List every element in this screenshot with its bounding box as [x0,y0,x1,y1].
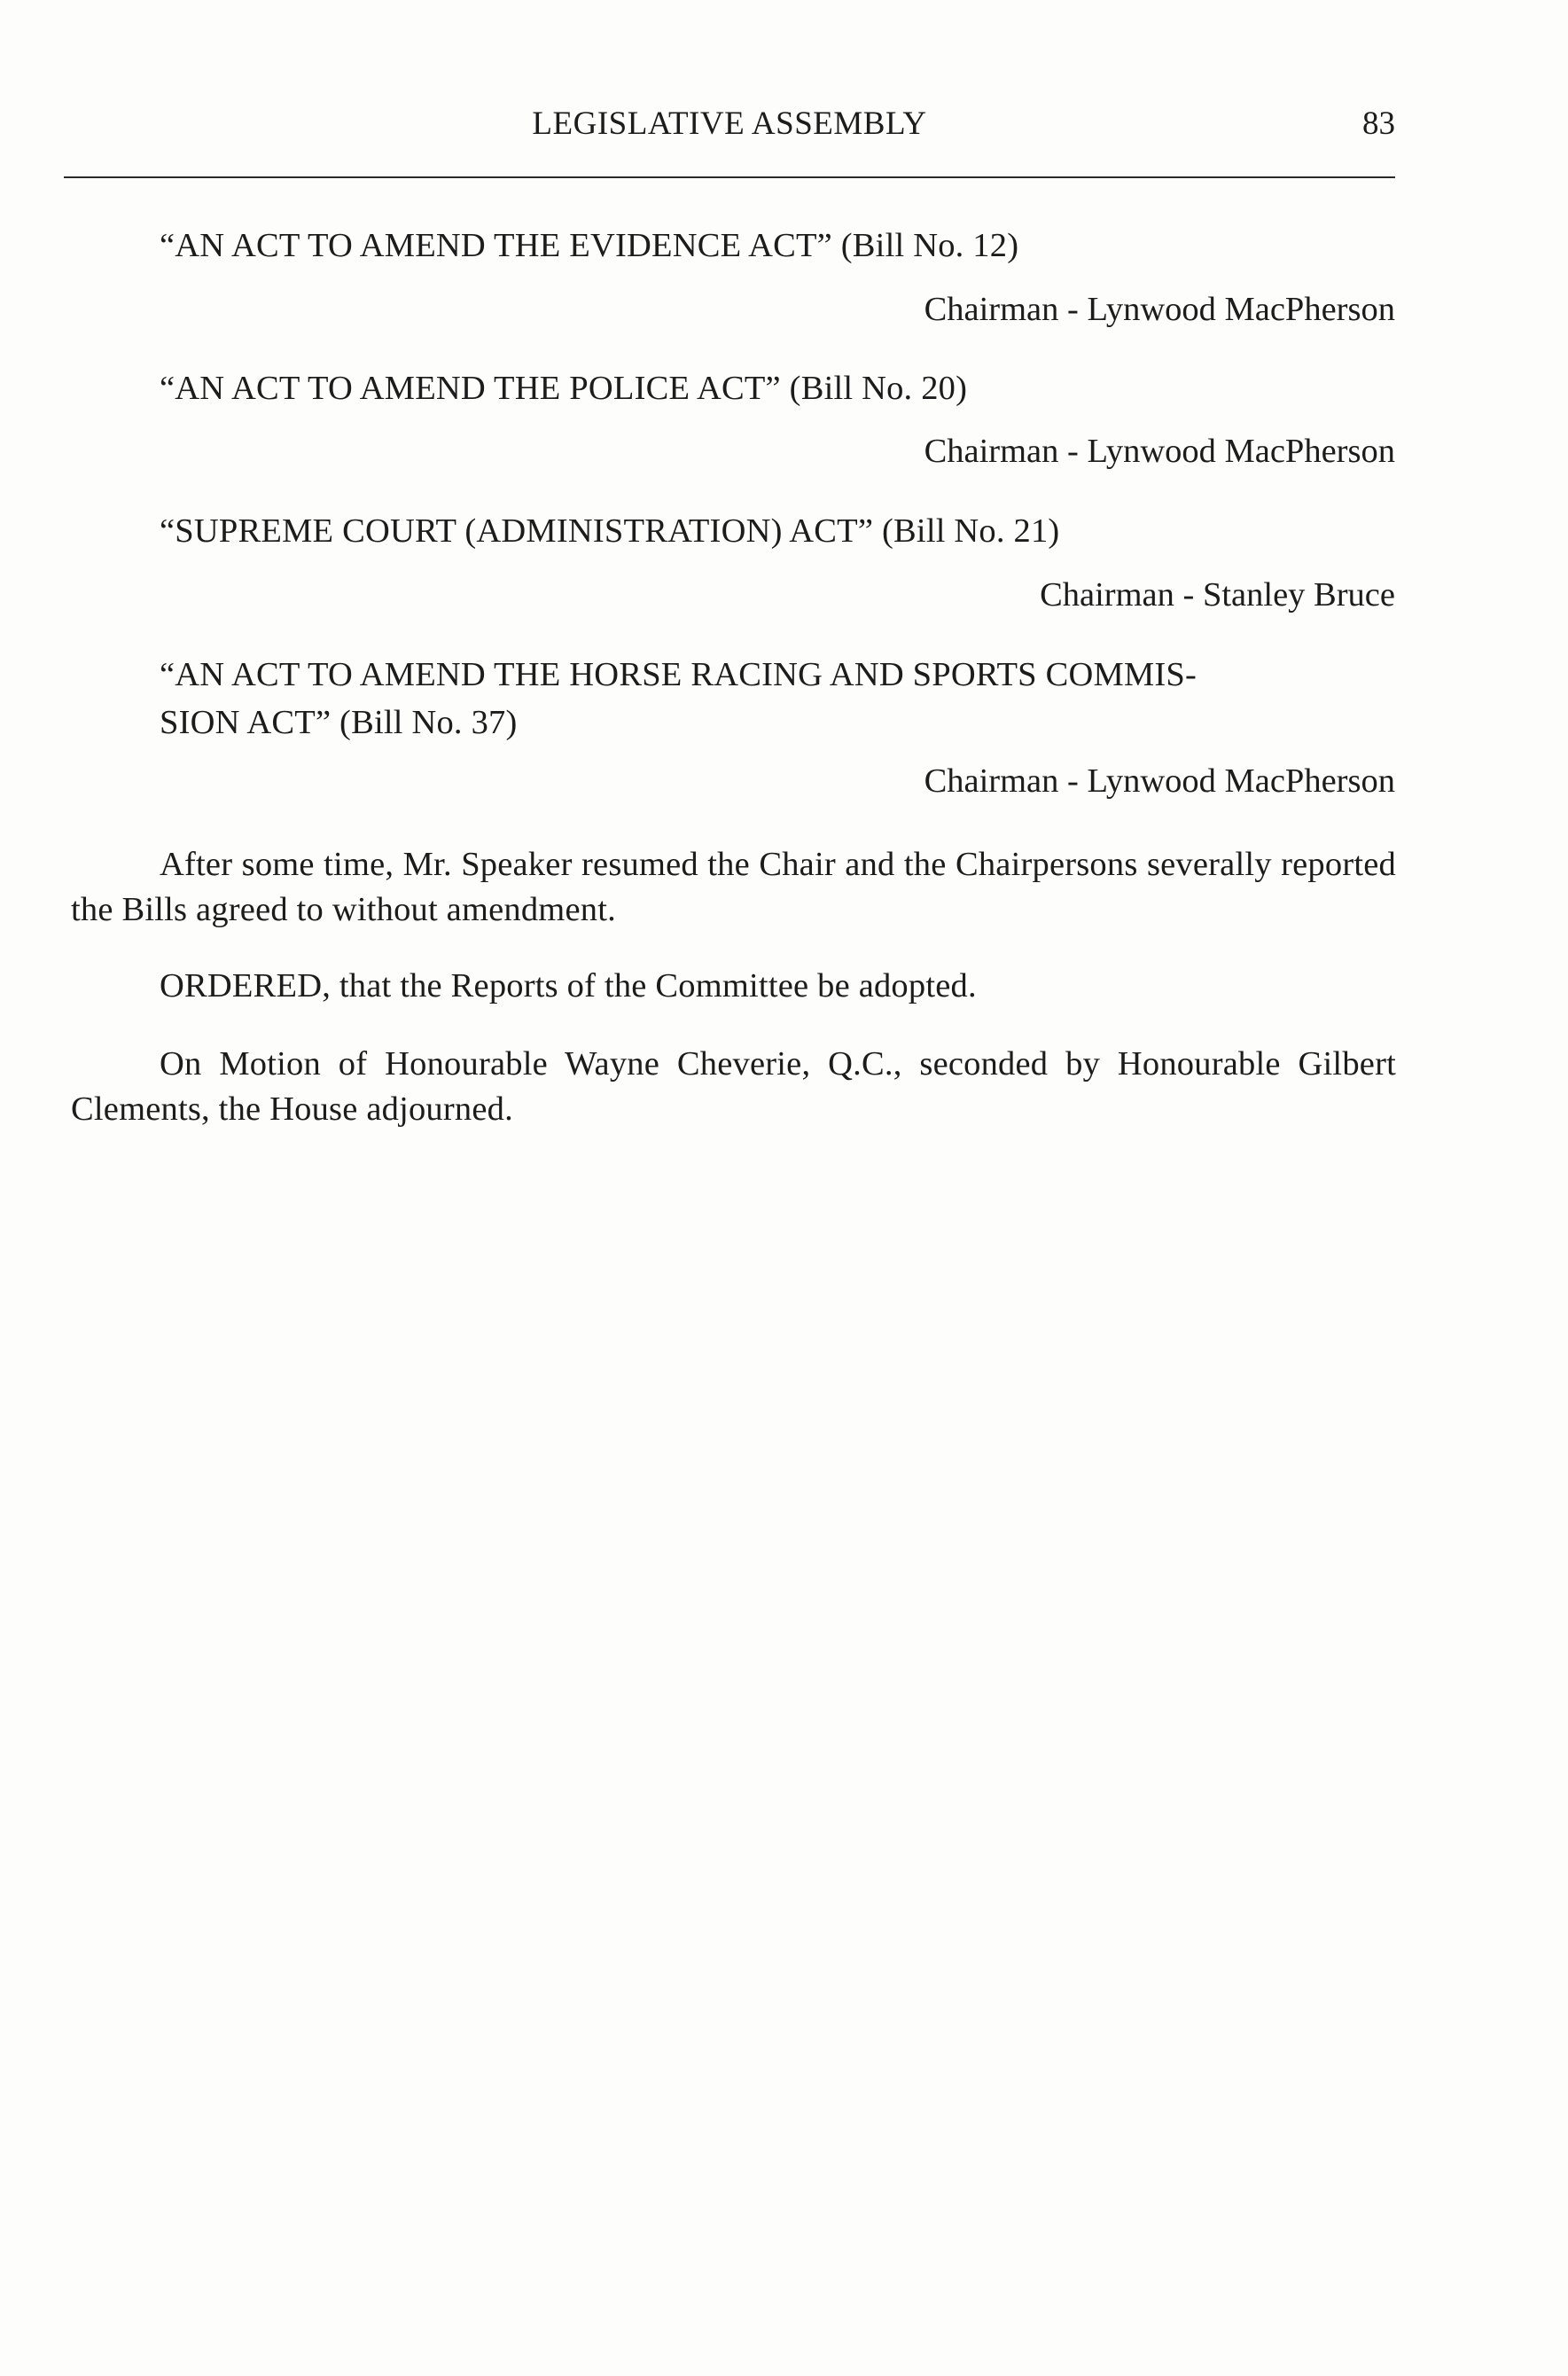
bill-chairman-supreme-court-act: Chairman - Stanley Bruce [1040,576,1395,614]
page-number: 83 [1362,106,1395,142]
running-head [64,105,1395,149]
bill-title-line: SION ACT” (Bill No. 37) [160,704,518,741]
bill-chairman-police-act: Chairman - Lynwood MacPherson [924,433,1395,470]
header-rule [64,176,1395,178]
bill-title-evidence-act: “AN ACT TO AMEND THE EVIDENCE ACT” (Bill No. 12) [160,227,1019,264]
bill-title-supreme-court-act: “SUPREME COURT (ADMINISTRATION) ACT” (Bill No. 21) [160,512,1060,550]
paragraph-speaker-resumed: After some time, Mr. Speaker resumed the Chair and the Chairpersons severally reported the Bills agreed to without amendment. [71,846,1396,928]
bill-chairman-evidence-act: Chairman - Lynwood MacPherson [924,291,1395,328]
bill-title-horse-racing-act [160,651,1396,746]
bill-title-police-act: “AN ACT TO AMEND THE POLICE ACT” (Bill No. 20) [160,370,968,407]
page-header-title: LEGISLATIVE ASSEMBLY [532,106,927,142]
bill-chairman-horse-racing-act: Chairman - Lynwood MacPherson [924,762,1395,800]
paragraph-motion-adjourned: On Motion of Honourable Wayne Cheverie, Q.C., seconded by Honourable Gilbert Clements, the House adjourned. [71,1045,1396,1128]
paragraph-ordered: ORDERED, that the Reports of the Committee be adopted. [160,967,977,1004]
bill-title-line: “AN ACT TO AMEND THE HORSE RACING AND SPORTS COMMIS- [160,656,1197,693]
